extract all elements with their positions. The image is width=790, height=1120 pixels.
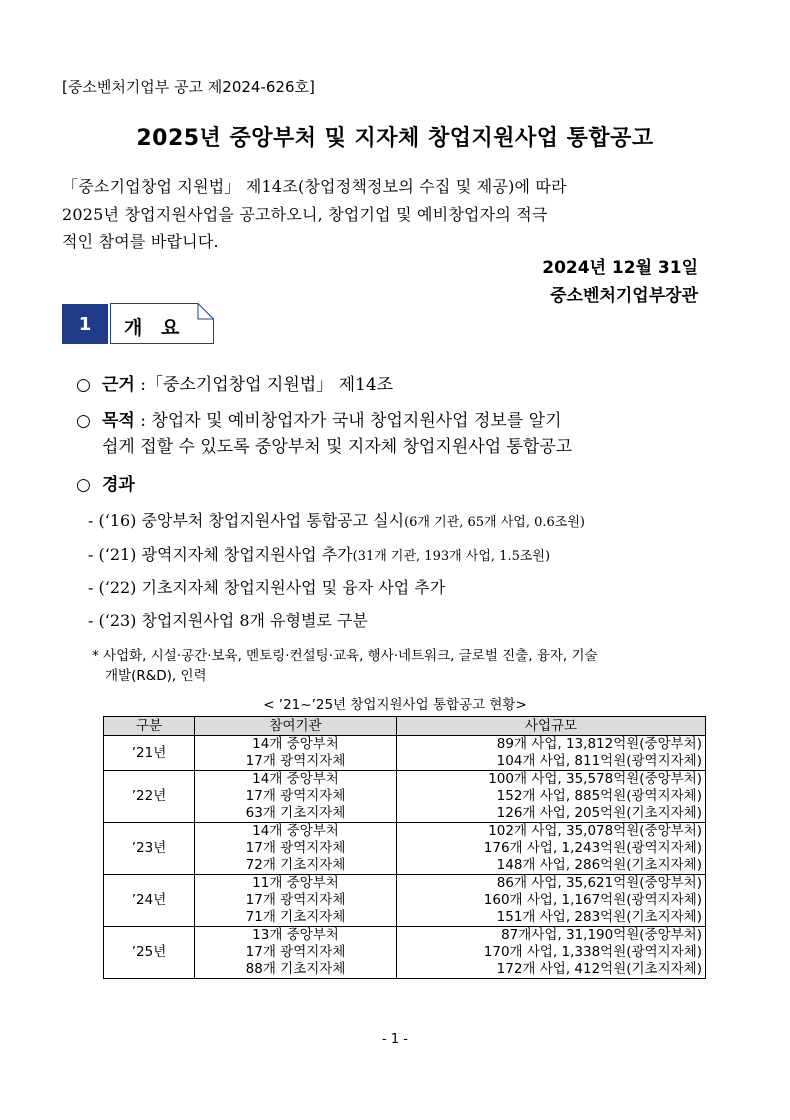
purpose-text-continued: 쉽게 접할 수 있도록 중앙부처 및 지자체 창업지원사업 통합공고 xyxy=(102,437,573,457)
org-line: 13개 중앙부처 xyxy=(252,927,339,943)
history-label: 경과 xyxy=(102,475,135,495)
bullet-marker: ○ xyxy=(76,375,91,395)
row-scale xyxy=(397,875,706,927)
scale-line: 104개 사업, 811억원(광역지자체) xyxy=(496,753,702,769)
org-line: 14개 중앙부처 xyxy=(252,736,339,752)
scale-line: 86개 사업, 35,621억원(중앙부처) xyxy=(496,875,702,891)
purpose-label: 목적 xyxy=(102,411,135,431)
row-scale xyxy=(397,823,706,875)
signer: 중소벤처기업부장관 xyxy=(550,286,698,306)
notice-number: [중소벤처기업부 공고 제2024-626호] xyxy=(62,78,315,96)
scale-line: 172개 사업, 412억원(기초지자체) xyxy=(496,961,702,977)
section-title: 개 요 xyxy=(124,317,186,339)
document-title: 2025년 중앙부처 및 지자체 창업지원사업 통합공고 xyxy=(136,126,654,151)
table-row xyxy=(104,736,706,771)
history-entry xyxy=(88,575,445,598)
row-year: ’25년 xyxy=(104,927,195,979)
row-year: ’23년 xyxy=(104,823,195,875)
history-entry-text: - (‘16) 중앙부처 창업지원사업 통합공고 실시 xyxy=(88,511,405,530)
basis-text: :「중소기업창업 지원법」 제14조 xyxy=(134,375,394,395)
announcement-date: 2024년 12월 31일 xyxy=(542,258,698,278)
org-line: 88개 기초지자체 xyxy=(245,961,346,977)
scale-line: 100개 사업, 35,578억원(중앙부처) xyxy=(488,771,702,787)
org-line: 17개 광역지자체 xyxy=(245,892,346,908)
history-entry xyxy=(88,542,550,565)
purpose-item xyxy=(76,406,562,431)
org-line: 17개 광역지자체 xyxy=(245,788,346,804)
org-line: 17개 광역지자체 xyxy=(245,840,346,856)
row-organizations xyxy=(195,736,397,771)
row-scale xyxy=(397,927,706,979)
table-row xyxy=(104,771,706,823)
footnote-line-2: 개발(R&D), 인력 xyxy=(105,668,207,684)
basis-item xyxy=(76,370,393,395)
intro-line-3: 적인 참여를 바랍니다. xyxy=(62,232,219,251)
scale-line: 148개 사업, 286억원(기초지자체) xyxy=(496,857,702,873)
row-year: ’21년 xyxy=(104,736,195,771)
header-organizations: 참여기관 xyxy=(195,717,397,736)
scale-line: 151개 사업, 283억원(기초지자체) xyxy=(496,909,702,925)
row-year: ’24년 xyxy=(104,875,195,927)
row-organizations xyxy=(195,875,397,927)
table-title: < ’21~’25년 창업지원사업 통합공고 현황> xyxy=(263,697,527,713)
row-scale xyxy=(397,736,706,771)
row-scale xyxy=(397,771,706,823)
history-entry xyxy=(88,608,368,631)
history-entry-detail: (6개 기관, 65개 사업, 0.6조원) xyxy=(404,515,585,530)
scale-line: 89개 사업, 13,812억원(중앙부처) xyxy=(496,736,702,752)
row-organizations xyxy=(195,823,397,875)
org-line: 14개 중앙부처 xyxy=(252,823,339,839)
scale-line: 102개 사업, 35,078억원(중앙부처) xyxy=(488,823,702,839)
scale-line: 160개 사업, 1,167억원(광역지자체) xyxy=(483,892,702,908)
history-entry-detail: (31개 기관, 193개 사업, 1.5조원) xyxy=(352,549,551,564)
org-line: 17개 광역지자체 xyxy=(245,944,346,960)
org-line: 72개 기초지자체 xyxy=(245,857,346,873)
org-line: 11개 중앙부처 xyxy=(252,875,339,891)
scale-line: 126개 사업, 205억원(기초지자체) xyxy=(496,805,702,821)
row-organizations xyxy=(195,771,397,823)
section-number: 1 xyxy=(62,304,108,344)
bullet-marker: ○ xyxy=(76,475,91,495)
table-row xyxy=(104,823,706,875)
history-entry-text: - (‘22) 기초지자체 창업지원사업 및 융자 사업 추가 xyxy=(88,578,446,597)
intro-line-1: 「중소기업창업 지원법」 제14조(창업정책정보의 수집 및 제공)에 따라 xyxy=(62,177,567,196)
history-entry-text: - (‘21) 광역지자체 창업지원사업 추가 xyxy=(88,545,353,564)
table-header-row xyxy=(104,717,706,736)
header-scale: 사업규모 xyxy=(397,717,706,736)
scale-line: 170개 사업, 1,338억원(광역지자체) xyxy=(483,944,702,960)
basis-label: 근거 xyxy=(102,375,135,395)
history-item xyxy=(76,470,135,495)
org-line: 63개 기초지자체 xyxy=(245,805,346,821)
org-line: 17개 광역지자체 xyxy=(245,753,346,769)
status-table xyxy=(103,716,706,979)
header-category: 구분 xyxy=(104,717,195,736)
purpose-text: : 창업자 및 예비창업자가 국내 창업지원사업 정보를 알기 xyxy=(134,411,562,431)
scale-line: 87개사업, 31,190억원(중앙부처) xyxy=(501,927,702,943)
intro-line-2: 2025년 창업지원사업을 공고하오니, 창업기업 및 예비창업자의 적극 xyxy=(62,205,548,224)
row-organizations xyxy=(195,927,397,979)
org-line: 71개 기초지자체 xyxy=(245,909,346,925)
org-line: 14개 중앙부처 xyxy=(252,771,339,787)
table-row xyxy=(104,927,706,979)
bullet-marker: ○ xyxy=(76,411,91,431)
scale-line: 152개 사업, 885억원(광역지자체) xyxy=(496,788,702,804)
history-entry xyxy=(88,508,585,531)
scale-line: 176개 사업, 1,243억원(광역지자체) xyxy=(483,840,702,856)
page-number: - 1 - xyxy=(382,1032,408,1047)
footnote-line-1: * 사업화, 시설·공간·보육, 멘토링·컨설팅·교육, 행사·네트워크, 글로벌 진출, 융자, 기술 xyxy=(92,648,598,664)
history-entry-text: - (‘23) 창업지원사업 8개 유형별로 구분 xyxy=(88,611,368,630)
row-year: ’22년 xyxy=(104,771,195,823)
table-row xyxy=(104,875,706,927)
